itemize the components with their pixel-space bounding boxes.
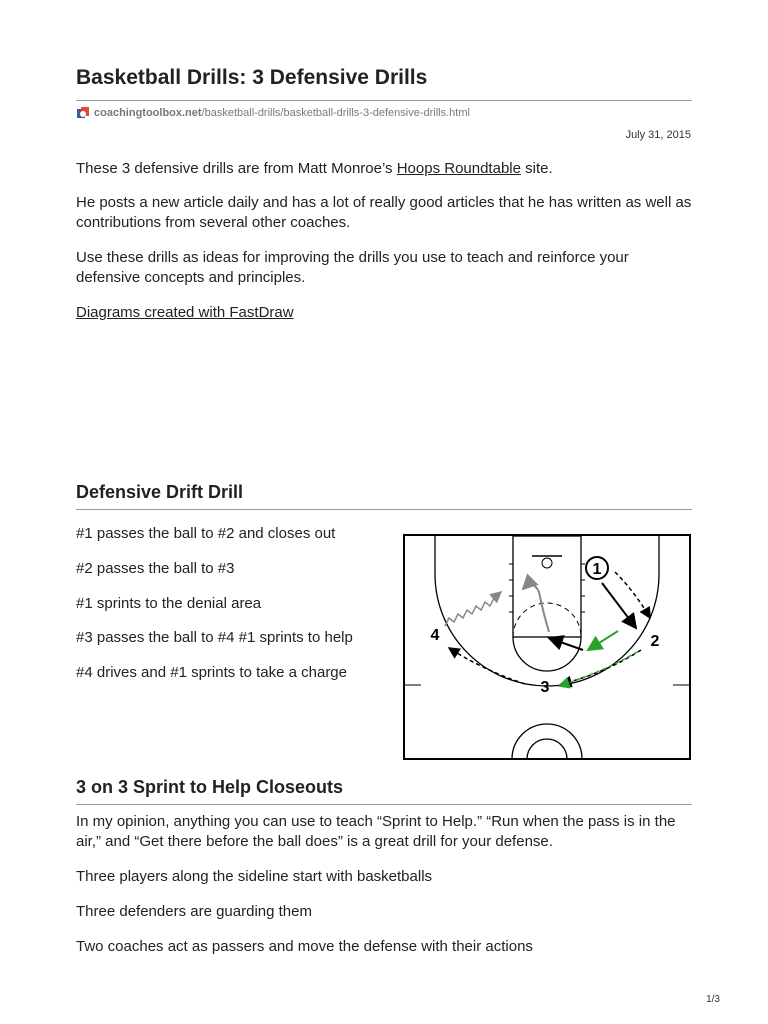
publish-date: July 31, 2015	[625, 129, 691, 141]
drift-drill-divider	[76, 509, 692, 510]
intro-paragraph-2: He posts a new article daily and has a lot of really good articles that he has written as well as contributions from several other coaches.	[76, 194, 692, 231]
closeouts-divider	[76, 804, 692, 805]
drill-step: #1 passes the ball to #2 and closes out	[76, 525, 336, 542]
closeouts-paragraph-2: Three players along the sideline start with basketballs	[76, 868, 433, 885]
drift-drill-heading: Defensive Drift Drill	[76, 482, 244, 502]
closeouts-paragraph-3: Three defenders are guarding them	[76, 903, 312, 920]
fastdraw-link[interactable]: Diagrams created with FastDraw	[76, 304, 294, 321]
drill-step: #2 passes the ball to #3	[76, 560, 235, 577]
drill-step: #1 sprints to the denial area	[76, 595, 262, 612]
source-path: /basketball-drills/basketball-drills-3-defensive-drills.html	[201, 107, 470, 119]
source-url[interactable]	[76, 106, 470, 120]
drift-drill-court-diagram	[403, 534, 691, 760]
page-title: Basketball Drills: 3 Defensive Drills	[76, 66, 428, 89]
player-3-label: 3	[540, 679, 550, 696]
drill-step: #4 drives and #1 sprints to take a charge	[76, 664, 347, 681]
intro-paragraph-1	[76, 159, 696, 179]
intro-text-end: site.	[520, 160, 553, 177]
intro-text: These 3 defensive drills are from Matt Monroe’s	[76, 160, 397, 177]
court-boundary	[404, 535, 690, 759]
coachingtoolbox-favicon-icon	[76, 106, 90, 120]
intro-paragraph-3: Use these drills as ideas for improving the drills you use to teach and reinforce your defensive concepts and principles.	[76, 249, 629, 286]
title-divider	[76, 100, 692, 101]
player-1-label: 1	[592, 561, 602, 578]
diagrams-paragraph	[76, 303, 696, 323]
player-2-label: 2	[650, 633, 660, 650]
source-domain: coachingtoolbox.net	[94, 107, 202, 119]
page-number: 1/3	[706, 994, 720, 1005]
drill-step: #3 passes the ball to #4 #1 sprints to help	[76, 629, 353, 646]
closeouts-paragraph-1: In my opinion, anything you can use to teach “Sprint to Help.” “Run when the pass is in the air,” and “Get there before the ball does” is a great drill for your defense.	[76, 813, 676, 850]
closeouts-heading: 3 on 3 Sprint to Help Closeouts	[76, 777, 344, 797]
hoops-roundtable-link[interactable]: Hoops Roundtable	[396, 160, 521, 177]
closeouts-paragraph-4: Two coaches act as passers and move the defense with their actions	[76, 938, 533, 955]
player-4-label: 4	[430, 627, 440, 644]
